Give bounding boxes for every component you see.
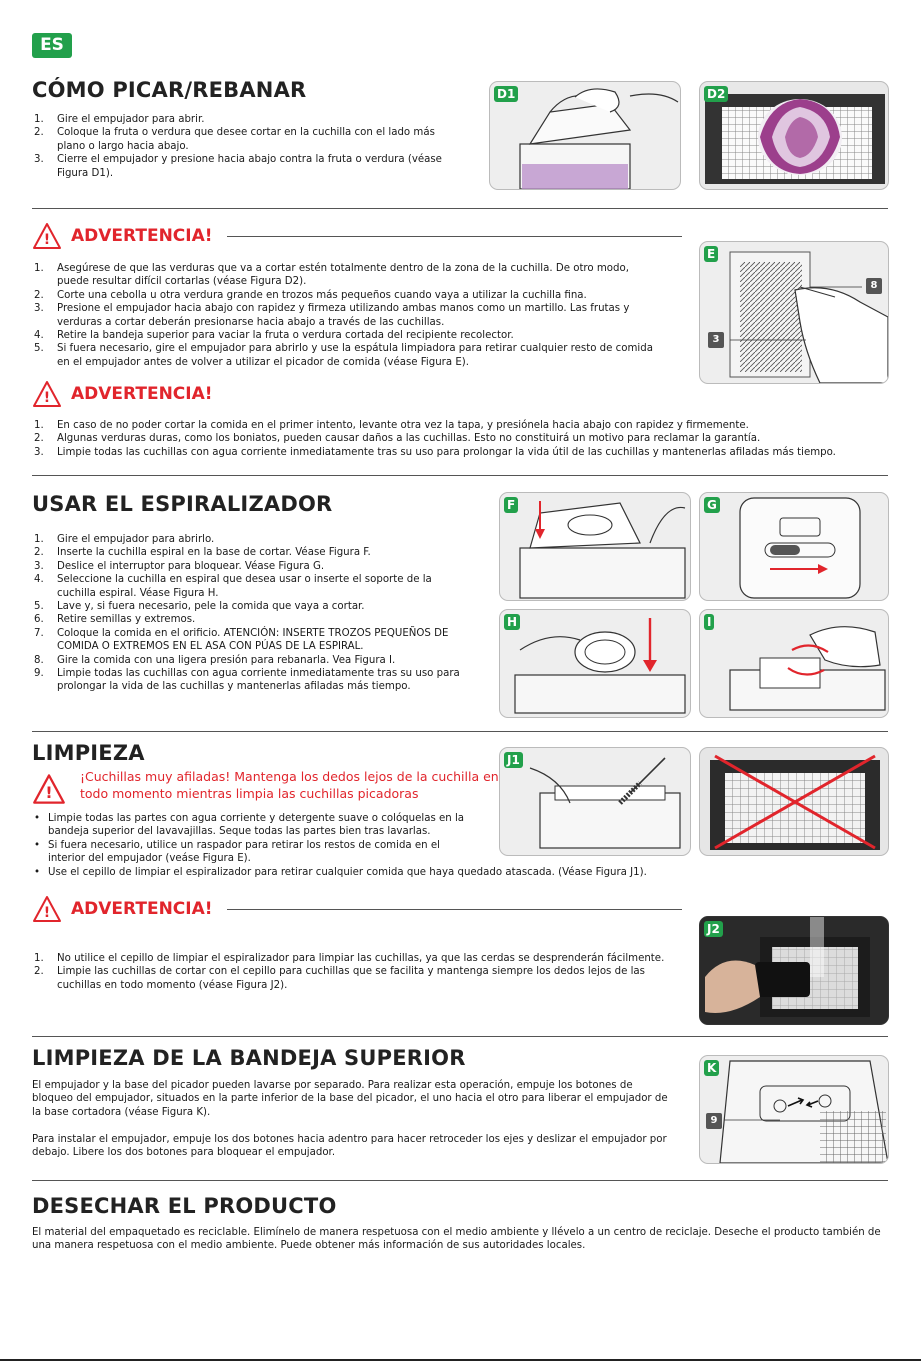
list-item: 8. Gire la comida con una ligera presión para rebanarla. Vea Figura I. bbox=[34, 654, 396, 666]
list-item: 1. Asegúrese de que las verduras que va a cortar estén totalmente dentro de la zona de la cuchilla. De otro modo, puede resultar difícil cortarlas (véase Figura D2). bbox=[34, 263, 629, 288]
cleaning-spatula-illustration bbox=[700, 242, 888, 383]
section-title-spiralizer: USAR EL ESPIRALIZADOR bbox=[32, 492, 333, 516]
divider bbox=[32, 1180, 888, 1181]
warning-icon bbox=[32, 380, 62, 408]
figure-j1 bbox=[499, 747, 691, 856]
warning-title: ADVERTENCIA! bbox=[71, 899, 213, 919]
figure-label-d1: D1 bbox=[494, 86, 518, 102]
list-item: • Limpie todas las partes con agua corriente y detergente suave o colóquelas en la bandeja superior del lavavajillas. Seque todas las partes bien tras lavarlas. bbox=[34, 813, 465, 838]
list-item: 5. Lave y, si fuera necesario, pele la comida que vaya a cortar. bbox=[34, 601, 365, 613]
section-title-cleaning: LIMPIEZA bbox=[32, 741, 145, 765]
list-item: 3. Presione el empujador hacia abajo con rapidez y firmeza utilizando ambas manos como un martillo. Las frutas y verduras a cortar deberán presionarse hacia abajo a través de las cuchillas. bbox=[34, 303, 630, 328]
list-item: 9. Limpie todas las cuchillas con agua corriente inmediatamente tras su uso para prolongar la vida de las cuchillas y mantenerlas afiladas más tiempo. bbox=[34, 668, 460, 693]
warning1-steps-list bbox=[32, 262, 662, 369]
warning-title: ADVERTENCIA! bbox=[71, 384, 213, 404]
figure-d1 bbox=[489, 81, 681, 190]
figure-i bbox=[699, 609, 889, 718]
divider bbox=[32, 731, 888, 732]
dispose-paragraph: El material del empaquetado es reciclable. Elimínelo de manera respetuosa con el medio ambiente y llévelo a un centro de reciclaje. Deseche el producto también de una manera respetuosa con el medio ambiente. Puede obtener más información de sus autoridades locales. bbox=[32, 1227, 881, 1252]
list-item: 2. Limpie las cuchillas de cortar con el cepillo para cuchillas que se facilita y mantenga siempre los dedos lejos de las cuchillas en todo momento (véase Figura J2). bbox=[34, 966, 645, 991]
list-item: 2. Inserte la cuchilla espiral en la base de cortar. Véase Figura F. bbox=[34, 547, 371, 559]
section-title-tray: LIMPIEZA DE LA BANDEJA SUPERIOR bbox=[32, 1046, 466, 1070]
svg-text:!: ! bbox=[43, 905, 51, 921]
figure-label-d2: D2 bbox=[704, 86, 728, 102]
figure-blade-no-brush bbox=[699, 747, 889, 856]
blade-brush-cleaning-illustration bbox=[700, 917, 888, 1024]
divider bbox=[227, 909, 682, 910]
list-item: 4. Retire la bandeja superior para vaciar la fruta o verdura cortada del recipiente recolector. bbox=[34, 330, 514, 342]
warning-header-1 bbox=[32, 222, 682, 250]
figure-label-j2: J2 bbox=[704, 921, 723, 937]
divider bbox=[32, 208, 888, 209]
callout-3: 3 bbox=[708, 332, 724, 348]
figure-h bbox=[499, 609, 691, 718]
warning2-steps-list bbox=[32, 419, 892, 459]
list-item: 3. Deslice el interruptor para bloquear. Véase Figura G. bbox=[34, 560, 325, 572]
chopper-pressing-illustration bbox=[490, 82, 680, 189]
figure-d2 bbox=[699, 81, 889, 190]
list-item: 3. Cierre el empujador y presione hacia abajo contra la fruta o verdura (véase Figura D1). bbox=[34, 154, 442, 179]
list-item: 2. Algunas verduras duras, como los boniatos, pueden causar daños a las cuchillas. Esto no constituirá un motivo para reclamar la garantía. bbox=[34, 433, 761, 445]
spiral-brush-cleaning-illustration bbox=[500, 748, 690, 855]
list-item: 1. Gire el empujador para abrirlo. bbox=[34, 534, 215, 545]
divider bbox=[227, 236, 682, 237]
svg-text:!: ! bbox=[43, 390, 51, 406]
divider bbox=[32, 1036, 888, 1037]
figure-label-f: F bbox=[504, 497, 518, 513]
turn-food-illustration bbox=[700, 610, 888, 717]
release-buttons-illustration bbox=[700, 1056, 888, 1163]
tray-paragraph-2: Para instalar el empujador, empuje los dos botones hacia adentro para hacer retroceder los ejes y deslizar el empujador por debajo. Libere los dos botones para bloquear el empujador. bbox=[32, 1134, 667, 1159]
list-item: • Si fuera necesario, utilice un raspador para retirar los restos de comida en el interior del empujador (veáse Figura E). bbox=[34, 839, 440, 865]
language-badge: ES bbox=[32, 33, 72, 58]
list-item: 2. Coloque la fruta o verdura que desee cortar en la cuchilla con el lado más plano o largo hacia abajo. bbox=[34, 127, 435, 152]
list-item: 6. Retire semillas y extremos. bbox=[34, 614, 196, 626]
figure-g bbox=[699, 492, 889, 601]
list-item: 1. No utilice el cepillo de limpiar el espiralizador para limpiar las cuchillas, ya que las cerdas se desprenderán fácilmente. bbox=[34, 953, 665, 964]
figure-label-h: H bbox=[504, 614, 520, 630]
figure-label-i: I bbox=[704, 614, 714, 630]
spiral-steps-list bbox=[32, 533, 464, 694]
warning-icon bbox=[32, 895, 62, 923]
list-item: 2. Corte una cebolla u otra verdura grande en trozos más pequeños cuando vaya a utilizar la cuchilla fina. bbox=[34, 289, 587, 301]
page-bottom-border bbox=[0, 1359, 921, 1361]
crossed-out-blade-cleaning-illustration bbox=[700, 748, 888, 855]
figure-label-g: G bbox=[704, 497, 720, 513]
svg-text:!: ! bbox=[43, 232, 51, 248]
list-item: 5. Si fuera necesario, gire el empujador para abrirlo y use la espátula limpiadora para retirar cualquier resto de comida en el empujador antes de volver a utilizar el picador de comida (véase Figura E). bbox=[34, 343, 653, 368]
callout-9: 9 bbox=[706, 1113, 722, 1129]
figure-label-j1: J1 bbox=[504, 752, 523, 768]
list-item: • Use el cepillo de limpiar el espiralizador para retirar cualquier comida que haya quedado atascada. (Véase Figura J1). bbox=[34, 866, 647, 878]
warning3-steps-list bbox=[32, 952, 682, 992]
callout-8: 8 bbox=[866, 278, 882, 294]
list-item: 1. En caso de no poder cortar la comida en el primer intento, levante otra vez la tapa, y presiónela hacia abajo con rapidez y firmemente. bbox=[34, 420, 749, 431]
figure-label-k: K bbox=[704, 1060, 719, 1076]
onion-on-blade-grid-illustration bbox=[700, 82, 888, 189]
list-item: 4. Seleccione la cuchilla en espiral que desea usar o inserte el soporte de la cuchilla espiral. Véase Figura H. bbox=[34, 574, 432, 599]
slide-lock-switch-illustration bbox=[700, 493, 888, 600]
sharp-blades-note: ¡Cuchillas muy afiladas! Mantenga los dedos lejos de la cuchilla en todo momento mientras limpia las cuchillas picadoras bbox=[80, 769, 499, 801]
warning-header-2 bbox=[32, 380, 682, 408]
warning-icon bbox=[32, 222, 62, 250]
insert-spiral-blade-illustration bbox=[500, 493, 690, 600]
figure-f bbox=[499, 492, 691, 601]
divider bbox=[32, 475, 888, 476]
tray-paragraph-1: El empujador y la base del picador pueden lavarse por separado. Para realizar esta operación, empuje los botones de bloqueo del empujador, situados en la parte inferior de la base del picador, el uno hacia el otro para liberar el empujador de la base cortadora (véase Figura K). bbox=[32, 1080, 668, 1118]
figure-label-e: E bbox=[704, 246, 718, 262]
chop-steps-list bbox=[32, 113, 462, 180]
warning-icon bbox=[32, 773, 66, 805]
section-title-dispose: DESECHAR EL PRODUCTO bbox=[32, 1194, 337, 1218]
figure-k bbox=[699, 1055, 889, 1164]
insert-spiral-holder-illustration bbox=[500, 610, 690, 717]
list-item: 1. Gire el empujador para abrir. bbox=[34, 114, 205, 125]
section-title-chop: CÓMO PICAR/REBANAR bbox=[32, 78, 307, 102]
list-item: 3. Limpie todas las cuchillas con agua corriente inmediatamente tras su uso para prolongar la vida útil de las cuchillas y mantenerlas afiladas más tiempo. bbox=[34, 446, 836, 458]
svg-text:!: ! bbox=[45, 783, 53, 803]
list-item: 7. Coloque la comida en el orificio. ATENCIÓN: INSERTE TROZOS PEQUEÑOS DE COMIDA O EXTREMOS EN EL ASA CON PÚAS DE LA ESPIRAL. bbox=[34, 627, 449, 653]
figure-e bbox=[699, 241, 889, 384]
warning-title: ADVERTENCIA! bbox=[71, 226, 213, 246]
warning-header-3 bbox=[32, 895, 682, 923]
figure-j2 bbox=[699, 916, 889, 1025]
